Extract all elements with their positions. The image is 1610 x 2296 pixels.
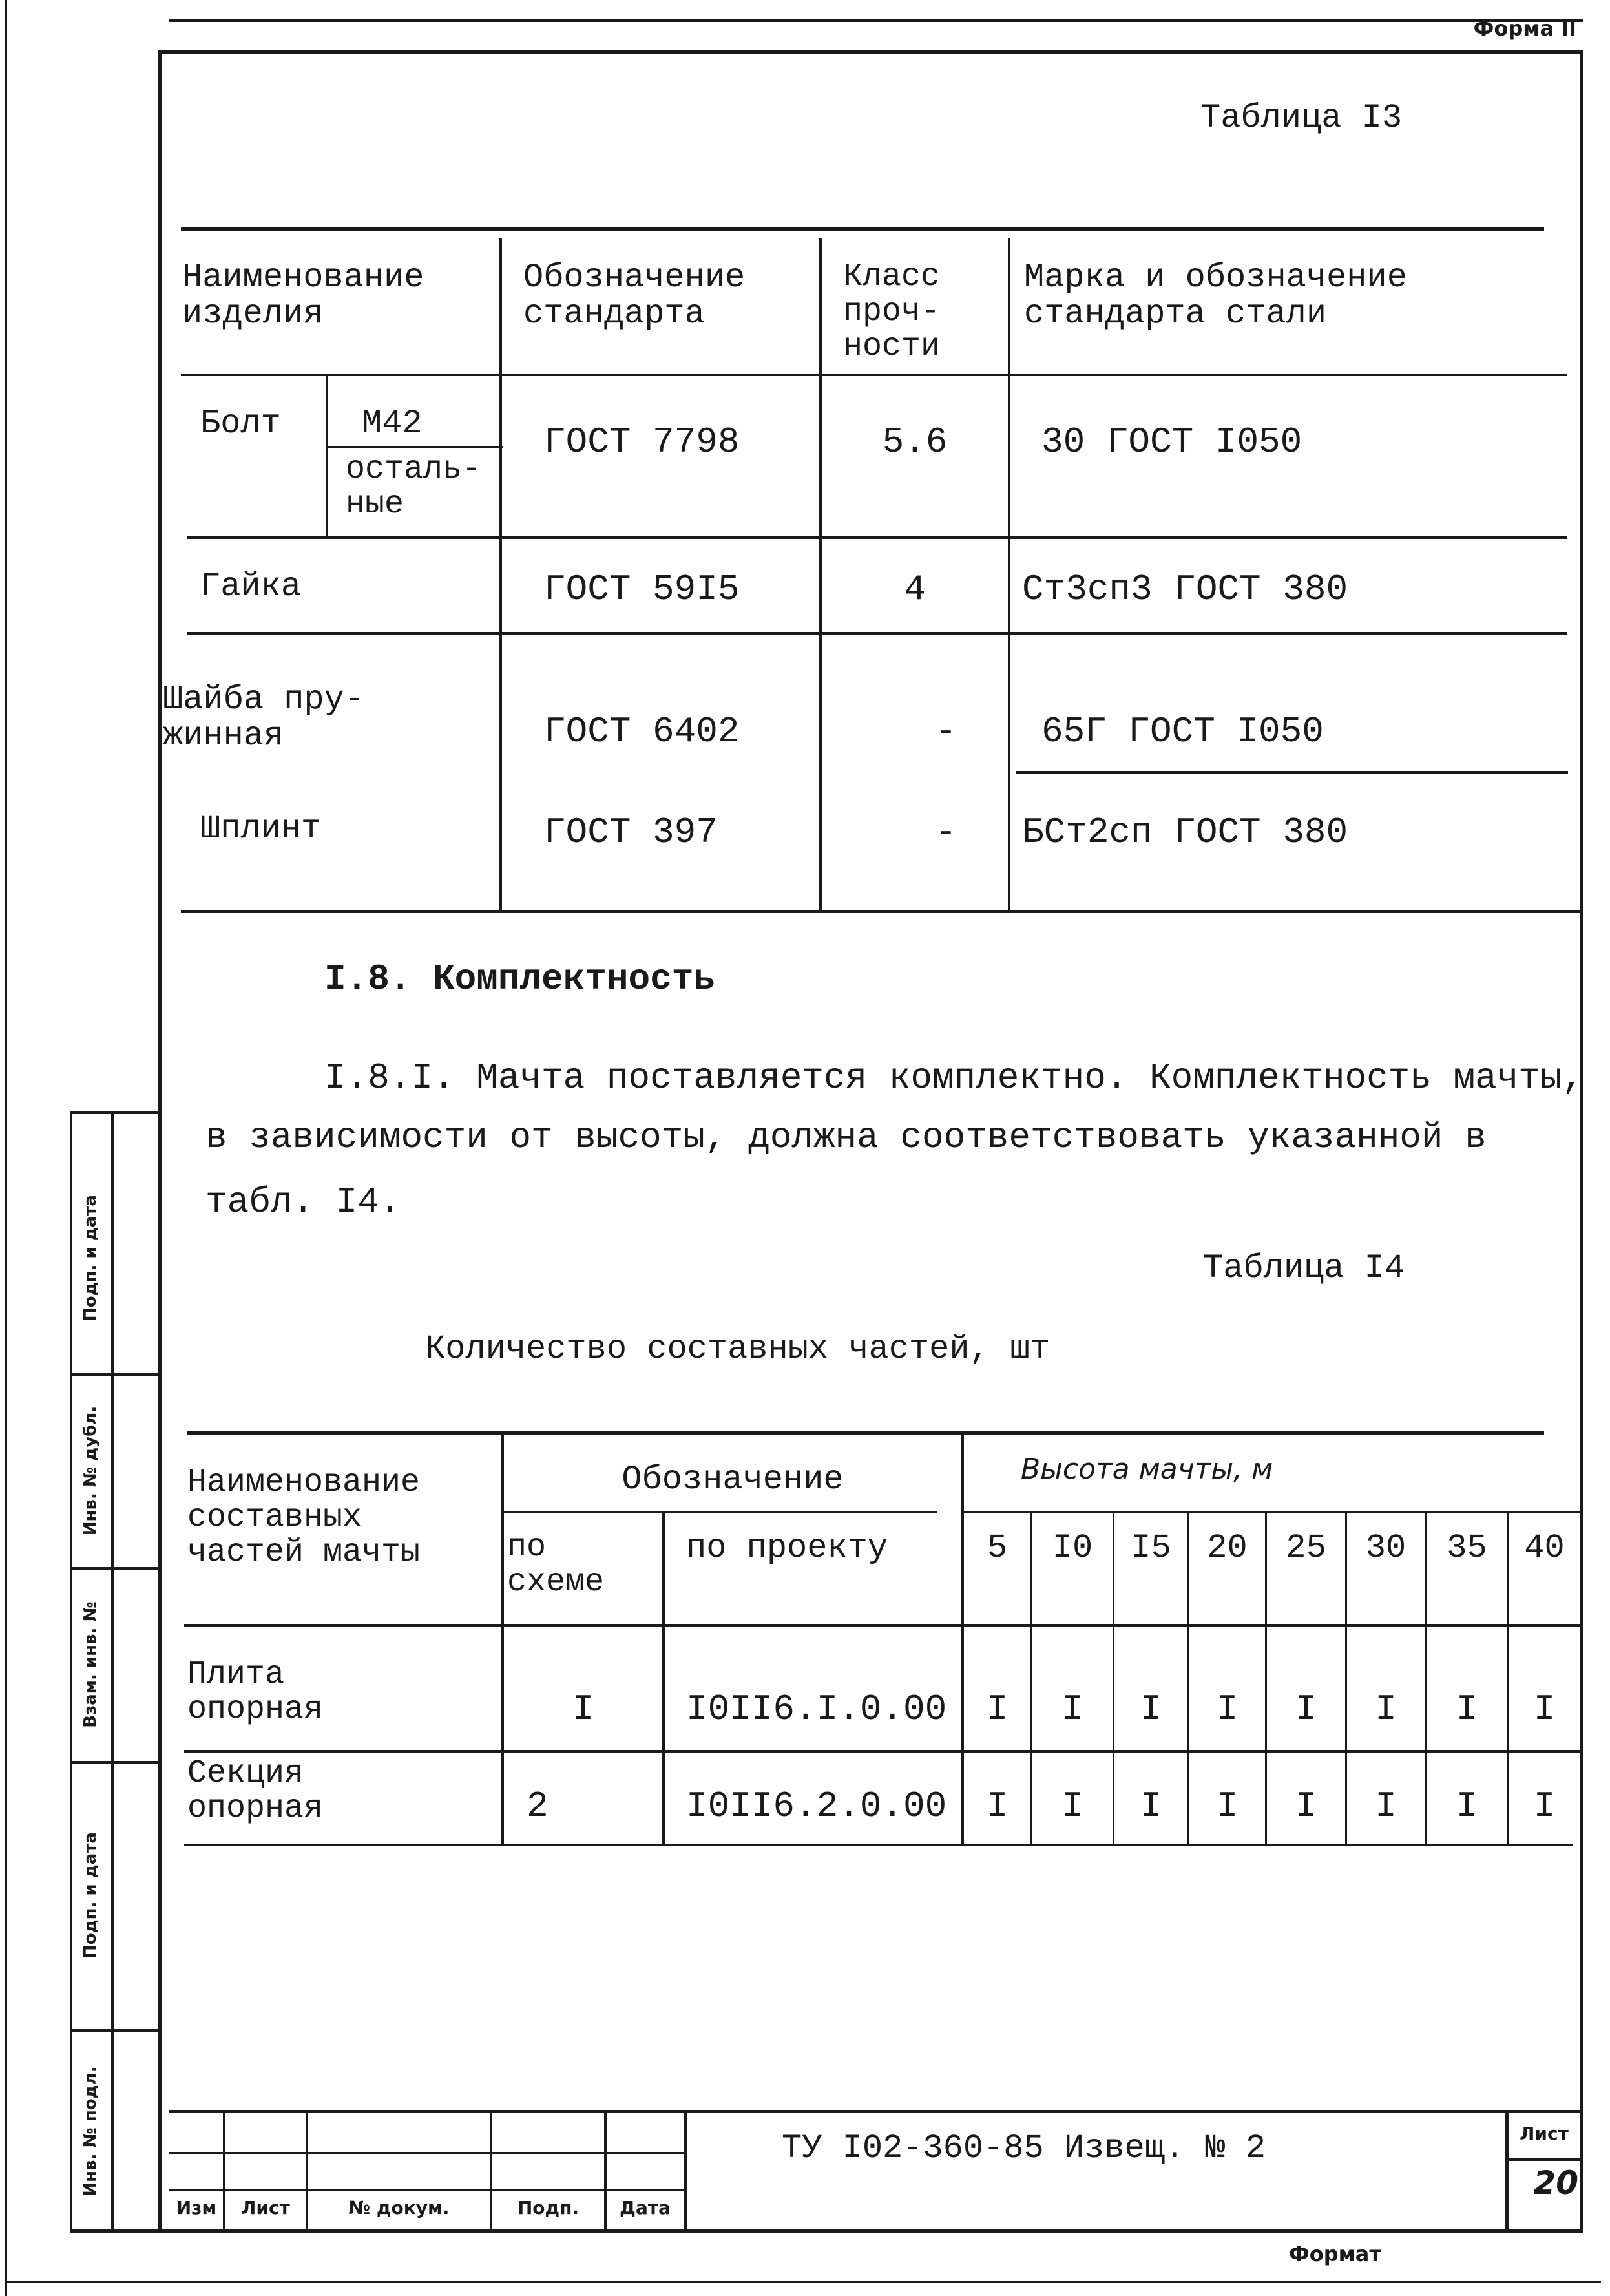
t14-row2-scheme: 2 bbox=[527, 1785, 549, 1827]
tb-col-signature: Подп. bbox=[517, 2197, 580, 2218]
t14-row1-count-5: I bbox=[986, 1689, 1009, 1730]
t14-row1-count-40: I bbox=[1533, 1689, 1556, 1730]
t14-rule-top bbox=[187, 1431, 1544, 1435]
t13-nut-class: 4 bbox=[904, 569, 926, 610]
t14-row2-count-25: I bbox=[1295, 1785, 1317, 1827]
section-paragraph-line3: табл. I4. bbox=[205, 1181, 401, 1223]
t14-row2-count-5: I bbox=[986, 1785, 1009, 1827]
t13-washer-class: - bbox=[935, 711, 957, 752]
t13-rule-m42 bbox=[328, 446, 503, 448]
t13-nut-standard: ГОСТ 59I5 bbox=[544, 569, 740, 610]
t13-pin-class: - bbox=[935, 812, 957, 853]
t14-row1-count-25: I bbox=[1295, 1689, 1317, 1730]
t14-rule-row1 bbox=[184, 1750, 1580, 1753]
t13-rule-bottom bbox=[181, 910, 1583, 913]
sheet-label-rule bbox=[1507, 2158, 1583, 2161]
frame-top bbox=[158, 50, 1583, 54]
t13-rule-row3 bbox=[1016, 771, 1568, 774]
t13-header-standard: Обозначение стандарта bbox=[523, 258, 746, 333]
doc-code: ТУ I02-360-85 Извещ. № 2 bbox=[782, 2129, 1266, 2167]
tb-col-sheet: Лист bbox=[241, 2197, 290, 2218]
t14-header-designation: Обозначение bbox=[622, 1460, 844, 1499]
frame-bottom bbox=[70, 2229, 1583, 2233]
t13-header-name: Наименование изделия bbox=[182, 258, 424, 333]
t13-bolt-split bbox=[326, 376, 328, 536]
t14-row2-count-30: I bbox=[1375, 1785, 1397, 1827]
t14-rule-height bbox=[963, 1511, 1580, 1513]
side-stamp-orig-inv: Инв. № подл. bbox=[81, 2066, 100, 2196]
t14-header-name: Наименование составных частей мачты bbox=[187, 1464, 421, 1571]
section-paragraph-line2: в зависимости от высоты, должна соответствовать указанной в bbox=[205, 1117, 1487, 1158]
t14-row2-count-35: I bbox=[1456, 1785, 1478, 1827]
title-block-top bbox=[169, 2110, 1583, 2113]
t14-row1-project: I0II6.I.0.00 bbox=[686, 1689, 947, 1730]
t14-height-5: 5 bbox=[987, 1529, 1008, 1567]
t14-col-project bbox=[961, 1435, 964, 1845]
t13-header-class: Класс проч- ности bbox=[843, 258, 941, 365]
t13-washer-standard: ГОСТ 6402 bbox=[544, 711, 740, 752]
t13-rule-head bbox=[181, 374, 1567, 376]
t14-height-10: I0 bbox=[1052, 1529, 1093, 1567]
t14-height-30: 30 bbox=[1365, 1529, 1406, 1567]
t13-nut-steel: Ст3сп3 ГОСТ 380 bbox=[1022, 569, 1348, 610]
t14-row1-scheme: I bbox=[572, 1689, 594, 1730]
t13-rule-row2 bbox=[187, 632, 1567, 635]
t14-row1-count-10: I bbox=[1061, 1689, 1083, 1730]
format-label: Формат bbox=[1289, 2242, 1381, 2266]
side-stamp-dup-inv: Инв. № дубл. bbox=[81, 1406, 100, 1536]
t14-rule-designation bbox=[503, 1511, 937, 1513]
t14-row1-count-35: I bbox=[1456, 1689, 1478, 1730]
t13-pin-standard: ГОСТ 397 bbox=[544, 812, 718, 853]
t14-header-scheme: по схеме bbox=[507, 1529, 605, 1601]
t14-row2-count-10: I bbox=[1061, 1785, 1083, 1827]
title-block-row1 bbox=[169, 2152, 685, 2154]
t13-washer-name: Шайба пру- жинная bbox=[163, 680, 365, 755]
page-edge-left bbox=[5, 0, 7, 2296]
side-stamp-divider bbox=[111, 1111, 114, 2233]
t13-bolt-m42: М42 bbox=[362, 405, 423, 443]
t14-header-height: Высота мачты, м bbox=[1021, 1453, 1273, 1486]
t13-bolt-steel: 30 ГОСТ I050 bbox=[1041, 421, 1302, 463]
t14-row2-name: Секция опорная bbox=[187, 1755, 324, 1827]
t14-rule-head bbox=[184, 1624, 1580, 1627]
section-paragraph-line1: I.8.I. Мачта поставляется комплектно. Комплектность мачты, bbox=[324, 1057, 1584, 1099]
t13-col3 bbox=[1008, 238, 1010, 910]
table14-subtitle: Количество составных частей, шт bbox=[425, 1330, 1051, 1368]
t13-washer-steel: 65Г ГОСТ I050 bbox=[1041, 711, 1324, 752]
t14-header-project: по проекту bbox=[686, 1529, 888, 1567]
top-rule bbox=[169, 19, 1583, 22]
side-stamp-sign-date-1: Подп. и дата bbox=[81, 1195, 100, 1322]
t13-rule-top bbox=[181, 227, 1544, 231]
t13-bolt-standard: ГОСТ 7798 bbox=[544, 421, 740, 463]
title-block-row2 bbox=[169, 2189, 685, 2191]
t14-row1-count-20: I bbox=[1216, 1689, 1239, 1730]
frame-right bbox=[1580, 50, 1583, 2233]
t13-pin-name: Шплинт bbox=[200, 810, 322, 848]
t14-height-40: 40 bbox=[1524, 1529, 1565, 1567]
sheet-label: Лист bbox=[1520, 2123, 1569, 2144]
t14-height-35: 35 bbox=[1447, 1529, 1487, 1567]
page-edge-bottom bbox=[5, 2281, 1601, 2283]
tb-col-date: Дата bbox=[620, 2197, 671, 2218]
frame-left bbox=[158, 50, 162, 2233]
t13-bolt-other: осталь- ные bbox=[346, 451, 482, 523]
t14-row2-count-40: I bbox=[1533, 1785, 1556, 1827]
side-stamp-sign-date-2: Подп. и дата bbox=[81, 1832, 100, 1959]
t14-height-15: I5 bbox=[1131, 1529, 1171, 1567]
tb-col-doc-number: № докум. bbox=[348, 2197, 450, 2218]
t13-col1 bbox=[499, 238, 502, 910]
section-heading: I.8. Комплектность bbox=[324, 958, 715, 1000]
t14-rule-bottom bbox=[184, 1844, 1573, 1846]
t14-row1-count-30: I bbox=[1375, 1689, 1397, 1730]
t14-row2-count-20: I bbox=[1216, 1785, 1239, 1827]
form-label: Форма II bbox=[1473, 16, 1576, 41]
t14-row1-name: Плита опорная bbox=[187, 1656, 324, 1728]
t14-row2-count-15: I bbox=[1140, 1785, 1162, 1827]
table14-caption: Таблица I4 bbox=[1203, 1249, 1405, 1287]
t13-rule-row1 bbox=[187, 536, 1567, 539]
t13-header-steel: Марка и обозначение стандарта стали bbox=[1024, 258, 1407, 333]
sheet-number: 20 bbox=[1533, 2164, 1578, 2202]
table13-caption: Таблица I3 bbox=[1200, 99, 1403, 137]
t13-bolt-class: 5.6 bbox=[882, 421, 948, 463]
t13-pin-steel: БСт2сп ГОСТ 380 bbox=[1022, 812, 1348, 853]
t14-height-25: 25 bbox=[1286, 1529, 1326, 1567]
tb-col5 bbox=[684, 2110, 687, 2233]
t14-height-20: 20 bbox=[1207, 1529, 1248, 1567]
t14-col-scheme bbox=[662, 1513, 665, 1845]
t14-row2-project: I0II6.2.0.00 bbox=[686, 1785, 947, 1827]
side-stamp-left bbox=[70, 1111, 72, 2233]
t14-row1-count-15: I bbox=[1140, 1689, 1162, 1730]
side-stamp-top bbox=[70, 1111, 160, 1114]
side-stamp-replace-inv: Взам. инв. № bbox=[81, 1601, 100, 1728]
tb-col-change: Изм bbox=[176, 2197, 217, 2218]
t13-bolt-name: Болт bbox=[200, 405, 281, 443]
t13-nut-name: Гайка bbox=[200, 567, 302, 606]
